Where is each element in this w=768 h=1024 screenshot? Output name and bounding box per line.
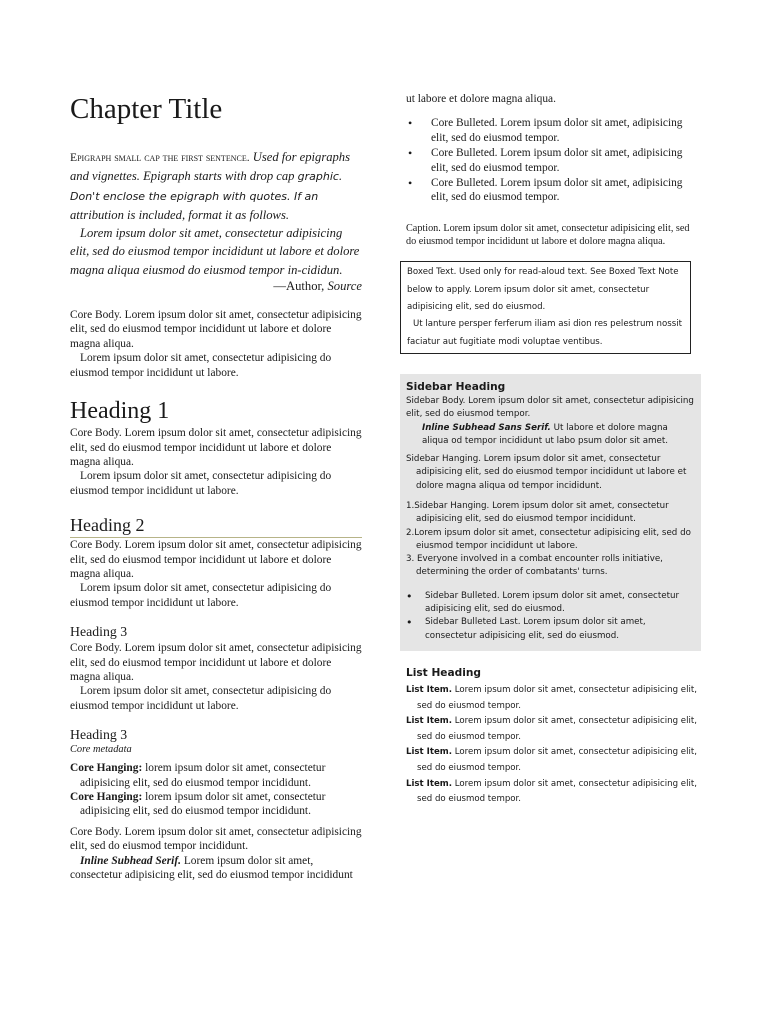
core-body: Core Body. Lorem ipsum dolor sit amet, consectetur adipisicing elit, sed do eiusmod tempor incididunt ut labore et dolore magna aliqua.	[70, 309, 362, 350]
list-item-text: Lorem ipsum dolor sit amet, consectetur adipisicing elit, sed do eiusmod tempor.	[417, 747, 697, 773]
boxed-text	[400, 261, 691, 353]
heading-2-body: Core Body. Lorem ipsum dolor sit amet, consectetur adipisicing elit, sed do eiusmod tempor incididunt ut labore et dolore magna aliqua.	[70, 539, 362, 580]
sidebar-body: Sidebar Body. Lorem ipsum dolor sit amet, consectetur adipisicing elit, sed do eiusmod tempor.	[406, 395, 694, 420]
heading-3-second: Heading 3	[70, 727, 128, 743]
sidebar-subhead-paragraph	[406, 422, 697, 449]
inline-subhead-serif: Inline Subhead Serif.	[80, 854, 181, 867]
right-column	[406, 92, 702, 808]
epigraph-smallcap: Epigraph small cap the first sentence.	[70, 151, 250, 164]
sidebar-bulleted-list	[406, 590, 697, 643]
list-item-label: List Item.	[406, 716, 452, 727]
heading-1-body: Core Body. Lorem ipsum dolor sit amet, consectetur adipisicing elit, sed do eiusmod tempor incididunt ut labore et dolore magna aliqua.	[70, 427, 362, 468]
epigraph-sans: graphic. Don't enclose the epigraph with quotes. If an	[70, 170, 343, 203]
core-bulleted-list	[406, 116, 702, 204]
numbered-item: 3. Everyone involved in a combat encounter rolls initiative, determining the order of combatants' turns.	[406, 554, 663, 578]
sidebar-hanging: Sidebar Hanging. Lorem ipsum dolor sit amet, consectetur adipisicing elit, sed do eiusmod tempor incididunt ut labore et dolore magna aliqua od tempor incididunt.	[406, 454, 687, 491]
list-item-label: List Item.	[406, 684, 452, 695]
sidebar-bullet-item: • Sidebar Bulleted Last. Lorem ipsum dolor sit amet, consectetur adipisicing elit, sed do eiusmod.	[406, 616, 697, 643]
left-column	[70, 92, 362, 882]
inline-subhead-text: Lorem ipsum dolor sit amet, consectetur adipisicing elit, sed do eiusmod tempor incididunt	[70, 854, 353, 882]
core-hanging	[70, 761, 362, 790]
epigraph-italic-1: Used for epigraphs and vignettes. Epigraph starts with drop cap	[70, 150, 351, 184]
list-item	[406, 777, 702, 808]
heading-3-body-continued: Lorem ipsum dolor sit amet, consectetur adipisicing do eiusmod tempor incididunt ut labore.	[70, 685, 332, 712]
boxed-text-paragraph-2: Ut lanture persper ferferum iliam asi dion res pelestrum nossit faciatur aut fugitiate modi voluptae ventibus.	[407, 319, 682, 347]
core-hanging	[70, 790, 362, 819]
heading-3-body: Core Body. Lorem ipsum dolor sit amet, consectetur adipisicing elit, sed do eiusmod tempor incididunt ut labore et dolore magna aliqua.	[70, 642, 362, 683]
list-item-text: Lorem ipsum dolor sit amet, consectetur adipisicing elit, sed do eiusmod tempor.	[417, 716, 697, 742]
heading-1: Heading 1	[70, 398, 170, 425]
core-metadata: Core metadata	[70, 744, 132, 756]
list-item-label: List Item.	[406, 778, 452, 789]
epigraph-paragraph-2: Lorem ipsum dolor sit amet, consectetur adipisicing elit, sed do eiusmod tempor incididunt ut labore et dolore magna aliqua eiusmod do eiusmod tempor in-cididun.	[70, 226, 360, 277]
chapter-title: Chapter Title	[70, 93, 223, 125]
list-item: • Core Bulleted. Lorem ipsum dolor sit amet, adipisicing elit, sed do eiusmod tempor.	[406, 176, 702, 205]
list-item	[406, 714, 702, 745]
list-item	[406, 683, 702, 714]
sidebar-subhead-text: Ut labore et dolore magna aliqua od tempor incididunt ut labo psum dolor sit amet.	[422, 422, 669, 446]
core-body-last: Core Body. Lorem ipsum dolor sit amet, consectetur adipisicing elit, sed do eiusmod tempor incididunt.	[70, 825, 362, 853]
attribution-author: —Author,	[273, 279, 328, 294]
list-heading: List Heading	[406, 666, 481, 679]
list-item	[406, 745, 702, 776]
sidebar-heading: Sidebar Heading	[406, 380, 506, 393]
hanging-label: Core Hanging:	[70, 762, 143, 775]
sidebar	[400, 374, 701, 651]
heading-3: Heading 3	[70, 624, 128, 640]
heading-2: Heading 2	[70, 515, 362, 538]
sidebar-bullet-item: • Sidebar Bulleted. Lorem ipsum dolor sit amet, consectetur adipisicing elit, sed do eiusmod.	[406, 590, 697, 617]
attribution-source: Source	[327, 279, 362, 294]
list-item: • Core Bulleted. Lorem ipsum dolor sit amet, adipisicing elit, sed do eiusmod tempor.	[406, 146, 702, 175]
core-body-continued: Lorem ipsum dolor sit amet, consectetur adipisicing do eiusmod tempor incididunt ut labore.	[70, 352, 332, 379]
continued-text: ut labore et dolore magna aliqua.	[406, 93, 556, 105]
heading-1-body-continued: Lorem ipsum dolor sit amet, consectetur adipisicing do eiusmod tempor incididunt ut labore.	[70, 470, 332, 497]
sidebar-inline-subhead: Inline Subhead Sans Serif.	[422, 422, 551, 433]
hanging-label: Core Hanging:	[70, 791, 143, 804]
numbered-item: 2.Lorem ipsum dolor sit amet, consectetur adipisicing elit, sed do eiusmod tempor incididunt ut labore.	[406, 527, 691, 551]
list-item: • Core Bulleted. Lorem ipsum dolor sit amet, adipisicing elit, sed do eiusmod tempor.	[406, 116, 702, 145]
hanging-text: lorem ipsum dolor sit amet, consectetur adipisicing elit, sed do eiusmod tempor incididunt.	[80, 762, 326, 789]
heading-2-body-continued: Lorem ipsum dolor sit amet, consectetur adipisicing do eiusmod tempor incididunt ut labore.	[70, 582, 332, 609]
sidebar-numbered-list	[406, 500, 697, 580]
numbered-item: 1.Sidebar Hanging. Lorem ipsum dolor sit amet, consectetur adipisicing elit, sed do eiusmod tempor incididunt.	[406, 501, 669, 525]
boxed-text-paragraph: Boxed Text. Used only for read-aloud text. See Boxed Text Note below to apply. Lorem ipsum dolor sit amet, consectetur adipisicing elit, sed do eiusmod.	[407, 267, 679, 313]
list-item-text: Lorem ipsum dolor sit amet, consectetur adipisicing elit, sed do eiusmod tempor.	[417, 778, 697, 805]
epigraph	[70, 148, 362, 224]
list-item-text: Lorem ipsum dolor sit amet, consectetur adipisicing elit, sed do eiusmod tempor.	[417, 684, 697, 711]
epigraph-attribution	[70, 279, 362, 294]
list-item-label: List Item.	[406, 747, 452, 758]
caption: Caption. Lorem ipsum dolor sit amet, consectetur adipisicing elit, sed do eiusmod tempor incididunt ut labore et dolore magna aliqua.	[406, 222, 690, 247]
epigraph-italic-2: attribution is included, format it as follows.	[70, 207, 290, 222]
inline-subhead-paragraph	[70, 854, 362, 883]
hanging-text: lorem ipsum dolor sit amet, consectetur adipisicing elit, sed do eiusmod tempor incididunt.	[80, 791, 326, 818]
